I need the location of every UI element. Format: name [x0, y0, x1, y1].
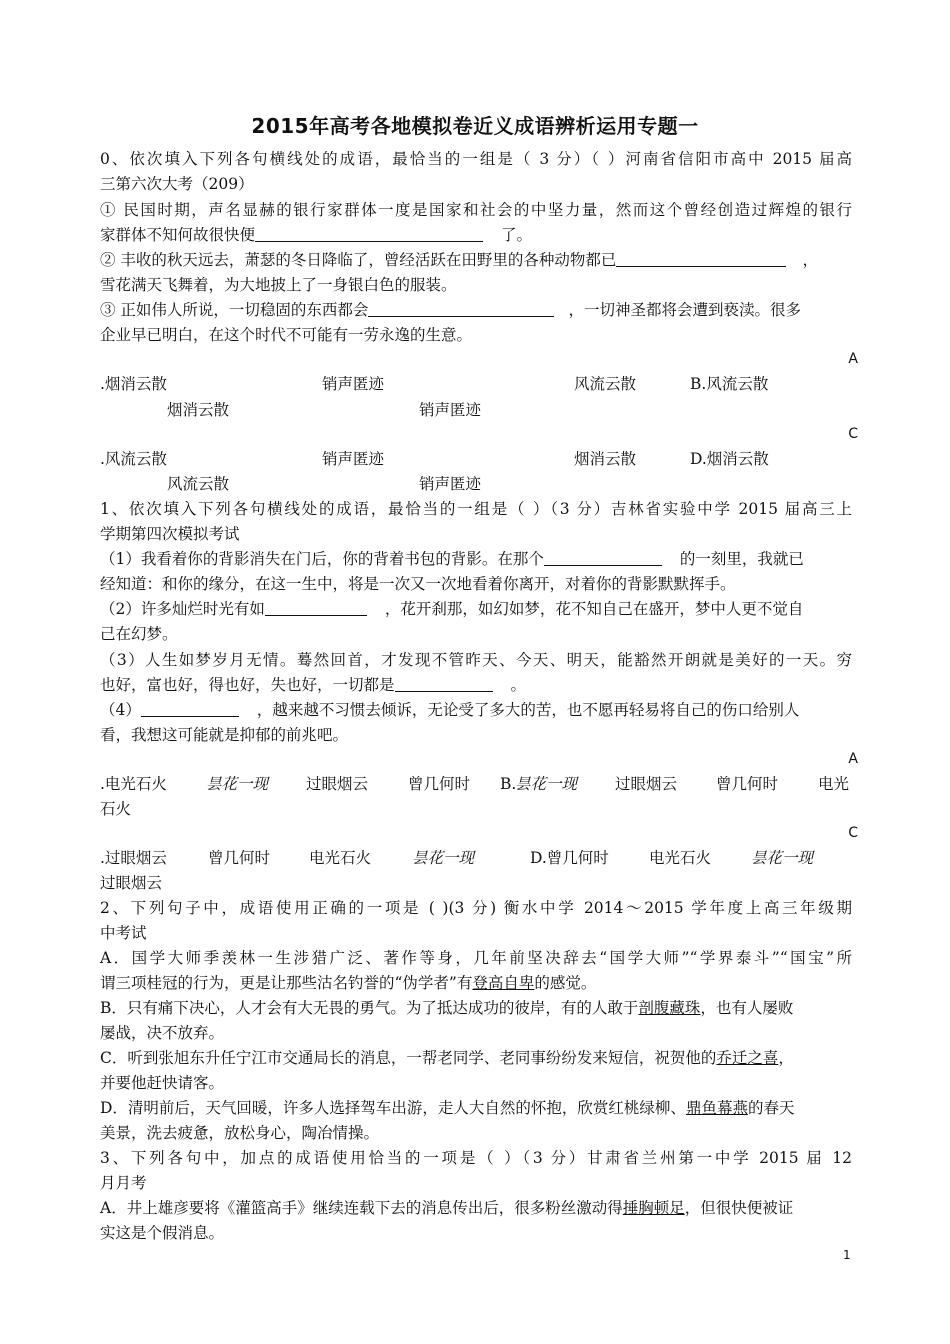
q0-option-d-3: 销声匿迹	[419, 475, 482, 493]
q0-sentence1-line2: 家群体不知何故很快便 了。	[100, 226, 533, 244]
q2-option-a-line2: 谓三项桂冠的行为，更是让那些沽名钓誉的“伪学者”有登高自卑的感觉。	[100, 974, 597, 992]
q0-option-c-3: 烟消云散	[574, 450, 637, 468]
q1-option-a-1: .电光石火	[100, 775, 167, 793]
q1-option-c-4: 昙花一现	[412, 849, 475, 867]
q0-option-d-2: 风流云散	[167, 475, 230, 493]
q1-option-b-4b: 石火	[100, 800, 132, 818]
q1-option-b-3: 曾几何时	[716, 775, 779, 793]
q2-stem-line2: 中考试	[100, 924, 147, 942]
q3-stem-line1: 3、下列各句中，加点的成语使用恰当的一项是（ ）（3 分）甘肃省兰州第一中学 2015 届 12	[100, 1149, 852, 1167]
idiom-underlined: 登高自卑	[472, 974, 535, 992]
answer-blank	[544, 549, 662, 566]
q0-option-c-2: 销声匿迹	[322, 450, 385, 468]
q1-option-b-letter: B.	[500, 775, 517, 793]
q0-option-d-1: D.烟消云散	[690, 450, 769, 468]
answer-blank	[395, 675, 493, 692]
idiom-underlined: 鼎鱼幕燕	[685, 1099, 748, 1117]
q1-option-b-1: 昙花一现	[515, 775, 578, 793]
q0-stem-line2: 三第六次大考（209）	[100, 175, 254, 193]
q1-sentence1-line1: （1）我看着你的背影消失在门后，你的背着书包的背影。在那个 的一刻里，我就已	[100, 550, 804, 568]
q2-option-d-line2: 美景，洗去疲惫，放松身心，陶冶情操。	[100, 1124, 380, 1142]
idiom-underlined: 乔迁之喜	[716, 1049, 779, 1067]
q3-option-a-line2: 实这是个假消息。	[100, 1224, 225, 1242]
q1-option-a-2: 昙花一现	[206, 775, 269, 793]
q0-option-b-2: 烟消云散	[167, 401, 230, 419]
q1-sentence2-line2: 己在幻梦。	[100, 625, 178, 643]
q1-option-a-4: 曾几何时	[408, 775, 471, 793]
q0-sentence1-line1: ① 民国时期，声名显赫的银行家群体一度是国家和社会的中坚力量，然而这个曾经创造过辉煌的银行	[100, 201, 852, 219]
q1-option-b-2: 过眼烟云	[615, 775, 678, 793]
q2-option-a-line1: A．国学大师季羡林一生涉猎广泛、著作等身，几年前坚决辞去“国学大师”“学界泰斗”“国宝”所	[100, 949, 852, 967]
q1-option-a-3: 过眼烟云	[306, 775, 369, 793]
q1-option-d-3: 昙花一现	[751, 849, 814, 867]
q1-option-c-letter: C	[848, 825, 858, 841]
q1-option-d-1: D.曾几何时	[530, 849, 609, 867]
page-number: 1	[843, 1248, 851, 1262]
q0-sentence2-line1: ② 丰收的秋天远去，萧瑟的冬日降临了，曾经活跃在田野里的各种动物都已 ，	[100, 251, 818, 269]
answer-blank	[616, 250, 786, 267]
q2-option-c-line1: C．听到张旭东升任宁江市交通局长的消息，一帮老同学、老同事纷纷发来短信，祝贺他的乔迁之喜，	[100, 1049, 794, 1067]
q1-option-c-2: 曾几何时	[208, 849, 271, 867]
answer-blank	[255, 225, 483, 242]
idiom-underlined: 剖腹藏珠	[638, 999, 701, 1017]
q1-sentence3-line1: （3）人生如梦岁月无情。蓦然回首，才发现不管昨天、今天、明天，能豁然开朗就是美好的一天。穷	[100, 651, 852, 669]
q0-option-c-letter: C	[848, 426, 858, 442]
q1-option-d-4: 过眼烟云	[100, 874, 163, 892]
q1-stem-line1: 1、依次填入下列各句横线处的成语，最恰当的一组是（ ）（3 分）吉林省实验中学 2015 届高三上	[100, 500, 852, 518]
q1-option-b-4a: 电光	[818, 775, 850, 793]
q0-option-b-1: B.风流云散	[690, 375, 769, 393]
q1-sentence4-line2: 看，我想这可能就是抑郁的前兆吧。	[100, 726, 349, 744]
q0-stem-line1: 0、依次填入下列各句横线处的成语，最恰当的一组是（ 3 分）（ ）河南省信阳市高中 2015 届高	[100, 150, 852, 168]
q0-sentence3-line1: ③ 正如伟人所说，一切稳固的东西都会 ，一切神圣都将会遭到亵渎。很多	[100, 301, 801, 319]
q2-option-d-line1: D．清明前后，天气回暖，许多人选择驾车出游，走人大自然的怀抱，欣赏红桃绿柳、鼎鱼幕燕的春天	[100, 1099, 795, 1117]
q1-option-a-letter: A	[848, 751, 858, 767]
document-title: 2015年高考各地模拟卷近义成语辨析运用专题一	[251, 114, 699, 138]
idiom-underlined: 捶胸顿足	[622, 1199, 685, 1217]
q1-sentence1-line2: 经知道：和你的缘分，在这一生中，将是一次又一次地看着你离开，对着你的背影默默挥手。	[100, 575, 736, 593]
q0-option-b-3: 销声匿迹	[419, 401, 482, 419]
q2-option-b-line1: B．只有痛下决心，人才会有大无畏的勇气。为了抵达成功的彼岸，有的人敢于剖腹藏珠，也有人屡败	[100, 999, 794, 1017]
q0-option-a-1: .烟消云散	[100, 375, 167, 393]
q0-option-a-3: 风流云散	[574, 375, 637, 393]
q1-sentence3-line2: 也好，富也好，得也好，失也好，一切都是 。	[100, 676, 527, 694]
q0-option-c-1: .风流云散	[100, 450, 167, 468]
answer-blank	[265, 599, 367, 616]
answer-blank	[141, 700, 239, 717]
q1-option-c-1: .过眼烟云	[100, 849, 167, 867]
q0-sentence2-line2: 雪花满天飞舞着，为大地披上了一身银白色的服装。	[100, 276, 457, 294]
answer-blank	[368, 300, 554, 317]
q1-stem-line2: 学期第四次模拟考试	[100, 525, 240, 543]
q1-sentence2-line1: （2）许多灿烂时光有如 ，花开刹那，如幻如梦，花不知自己在盛开，梦中人更不觉自	[100, 600, 804, 618]
q1-option-d-2: 电光石火	[649, 849, 712, 867]
q0-option-a-letter: A	[848, 351, 858, 367]
q3-stem-line2: 月月考	[100, 1174, 147, 1192]
q3-option-a-line1: A．井上雄彦要将《灌篮高手》继续连载下去的消息传出后，很多粉丝激动得捶胸顿足，但很快便被证	[100, 1199, 794, 1217]
q2-stem-line1: 2、下列句子中，成语使用正确的一项是 ( )(3 分) 衡水中学 2014～2015 学年度上高三年级期	[100, 899, 852, 917]
q1-option-c-3: 电光石火	[309, 849, 372, 867]
q1-sentence4-line1: （4） ，越来越不习惯去倾诉，无论受了多大的苦，也不愿再轻易将自己的伤口给别人	[100, 701, 800, 719]
q0-option-a-2: 销声匿迹	[322, 375, 385, 393]
q0-sentence3-line2: 企业早已明白，在这个时代不可能有一劳永逸的生意。	[100, 326, 473, 344]
q2-option-c-line2: 并要他赶快请客。	[100, 1074, 225, 1092]
q2-option-b-line2: 屡战，决不放弃。	[100, 1024, 225, 1042]
